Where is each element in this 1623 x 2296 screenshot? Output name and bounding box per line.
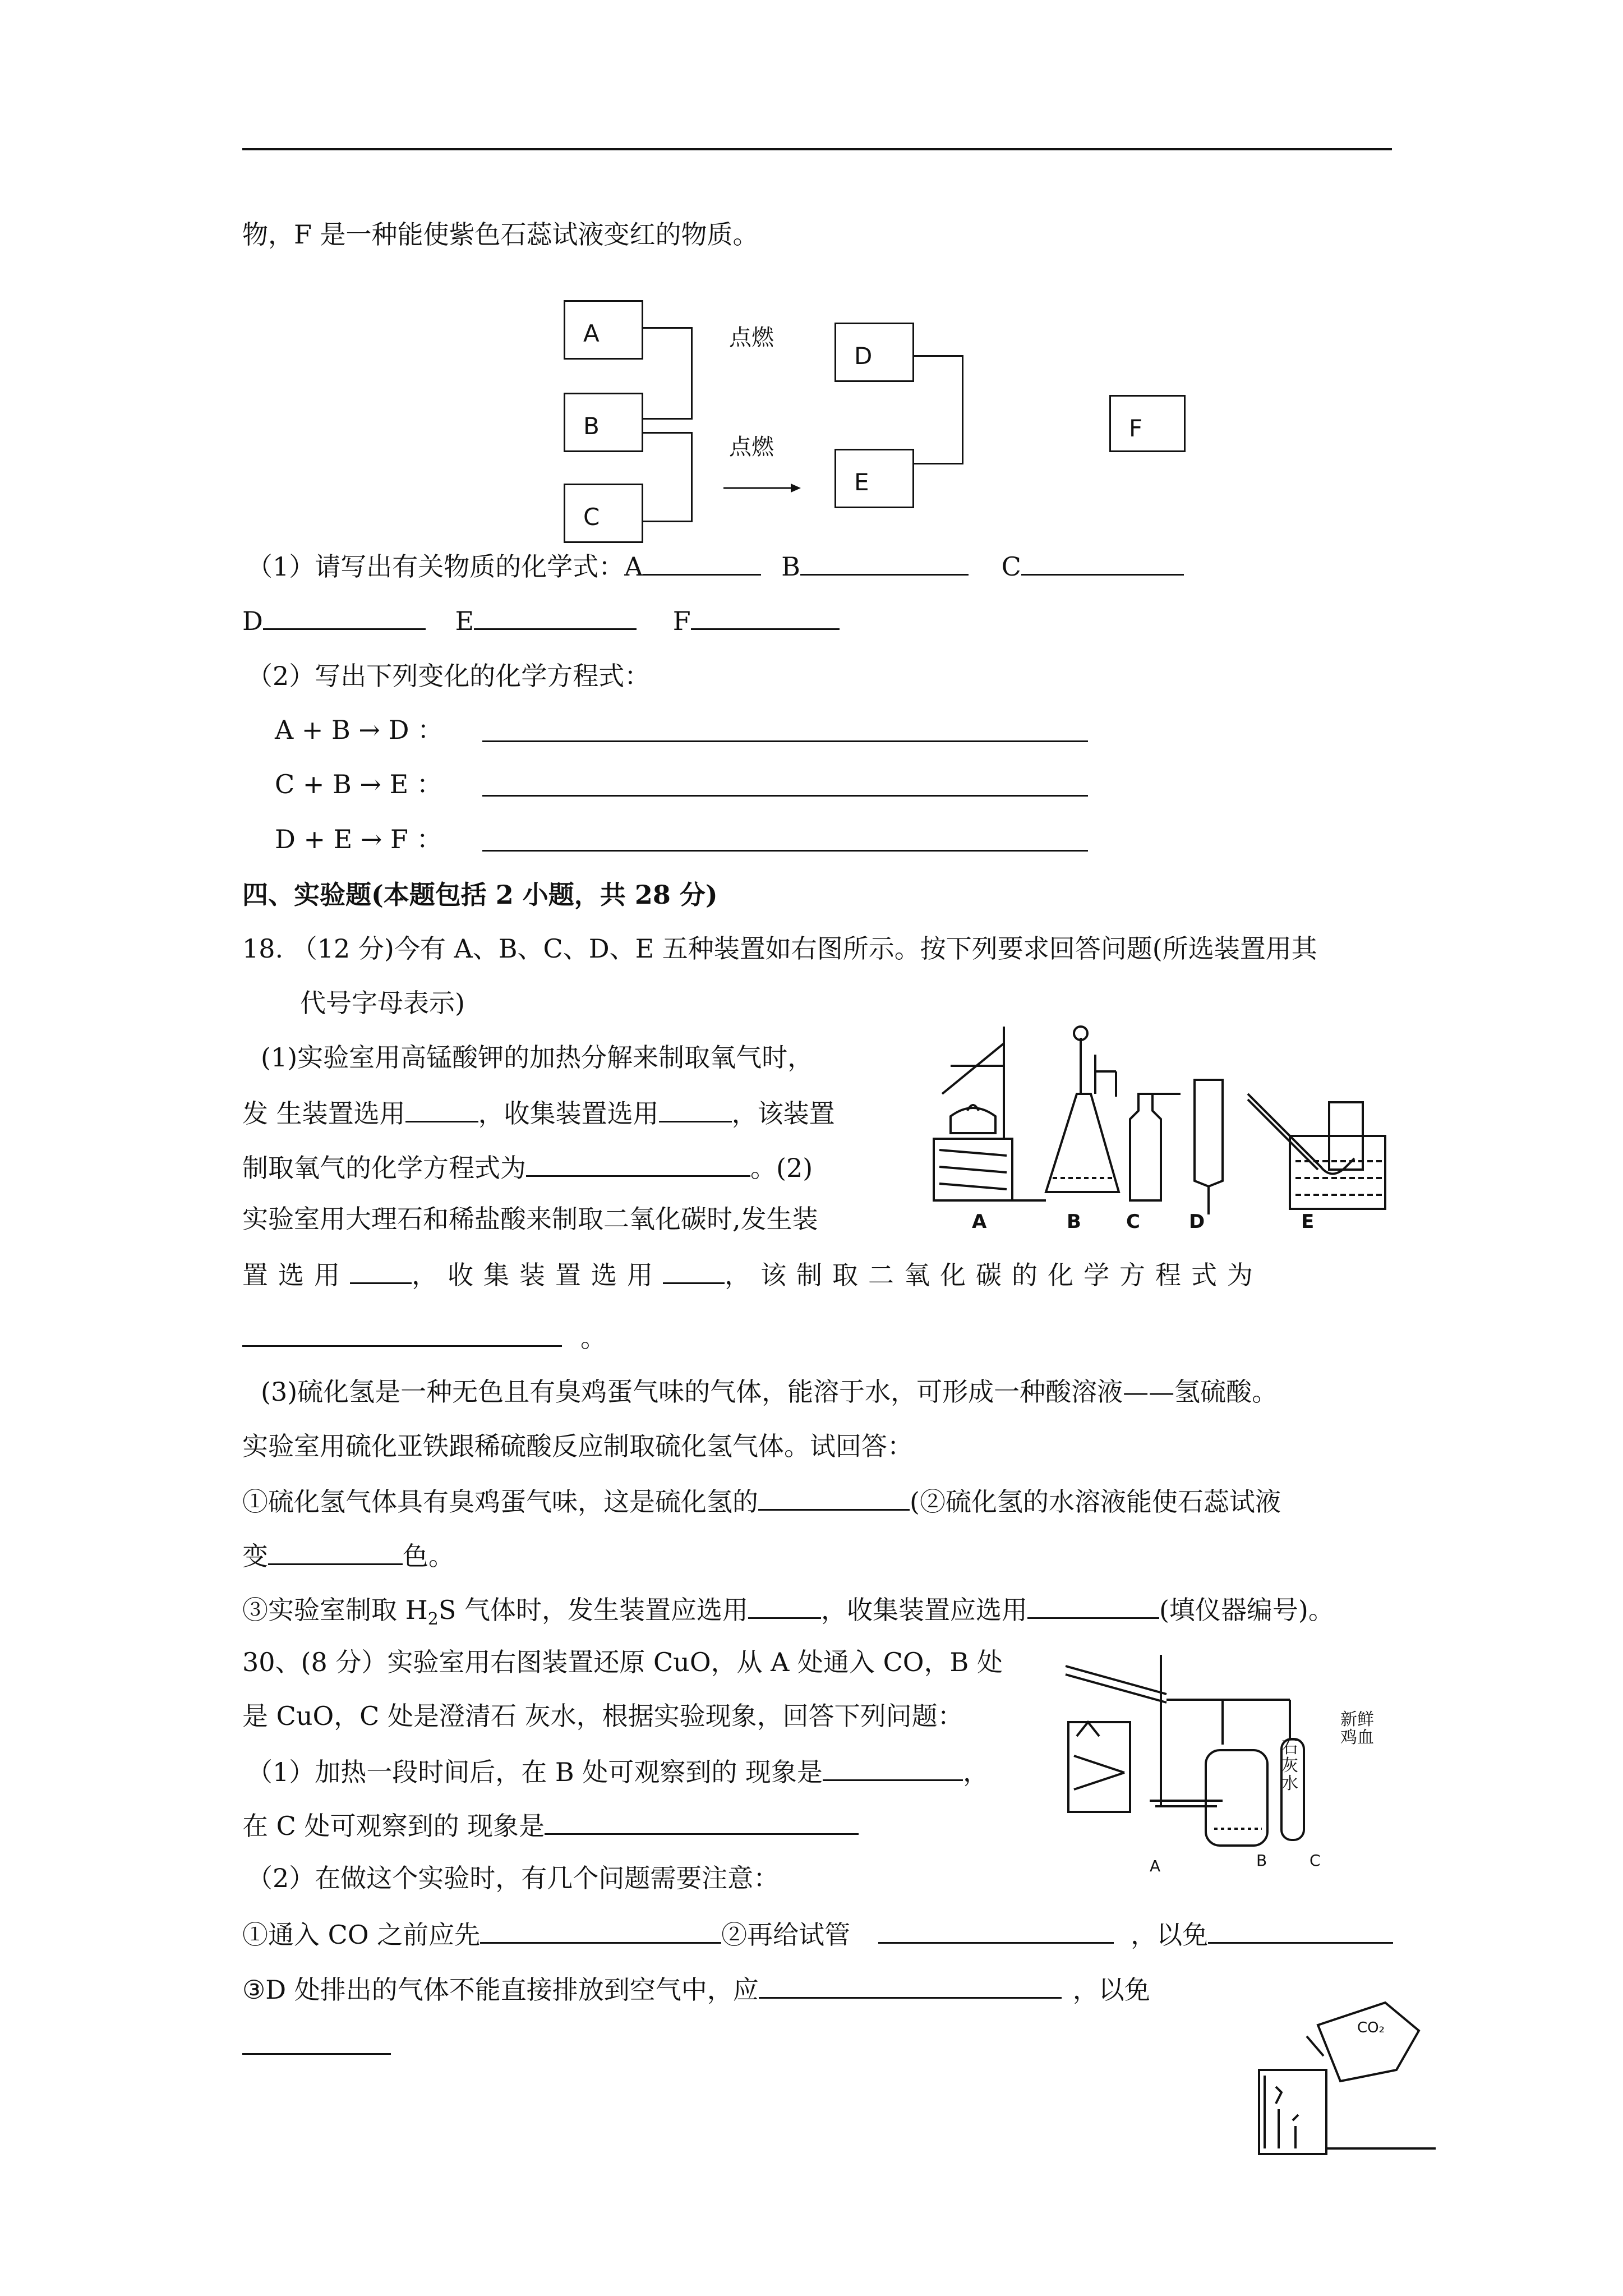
co2-label: CO₂ bbox=[1357, 2019, 1385, 2036]
answer-blank-a[interactable] bbox=[643, 551, 761, 576]
q30-line3: （1）加热一段时间后，在 B 处可观察到的 现象是 ， bbox=[247, 1757, 989, 1787]
connector-line bbox=[642, 432, 692, 434]
answer-blank[interactable] bbox=[545, 1811, 859, 1835]
q18-head-2: 代号字母表示) bbox=[300, 988, 465, 1018]
equation-2: C + B → E ： bbox=[275, 769, 442, 799]
intro-line: 物，F 是一种能使紫色石蕊试液变红的物质。 bbox=[242, 219, 759, 250]
bottle-label: 水 bbox=[1281, 1774, 1298, 1793]
box-e: E bbox=[834, 449, 914, 508]
q18-p3-line1: (3)硫化氢是一种无色且有臭鸡蛋气味的气体，能溶于水，可形成一种酸溶液——氢硫酸。 bbox=[261, 1377, 1278, 1407]
equation-3-blank[interactable] bbox=[482, 850, 1088, 852]
equation-1-blank[interactable] bbox=[482, 740, 1088, 742]
q18-p2-line2: 置选用 ，收集装置选用 ，该制取二氧化碳的化学方程式为 bbox=[242, 1260, 1263, 1290]
answer-blank[interactable] bbox=[659, 1098, 732, 1122]
apparatus-label: B bbox=[1256, 1851, 1267, 1870]
connector-line bbox=[691, 432, 693, 522]
tube-label: 新鲜 bbox=[1340, 1710, 1374, 1729]
q30-line4: 在 C 处可观察到的 现象是 bbox=[242, 1811, 859, 1839]
answer-blank[interactable] bbox=[268, 1541, 403, 1565]
equation-3: D + E → F ： bbox=[275, 824, 442, 854]
bottle-label: 灰 bbox=[1281, 1756, 1298, 1775]
bottle-label: 石 bbox=[1281, 1738, 1298, 1757]
box-a: A bbox=[564, 300, 643, 360]
connector-line bbox=[912, 355, 963, 357]
header-rule bbox=[242, 148, 1392, 150]
q18-head: 18. （12 分)今有 A、B、C、D、E 五种装置如右图所示。按下列要求回答问题(所选装置用其 bbox=[242, 933, 1317, 964]
answer-blank[interactable] bbox=[823, 1757, 963, 1781]
q18-p2-line1: 实验室用大理石和稀盐酸来制取二氧化碳时,发生装 bbox=[242, 1204, 818, 1234]
apparatus-label: D bbox=[1189, 1211, 1205, 1233]
apparatus-label: C bbox=[1310, 1851, 1321, 1870]
answer-blank-f[interactable] bbox=[691, 606, 840, 630]
box-b: B bbox=[564, 393, 643, 452]
q18-sub-3: ③实验室制取 $H_2S$ 气体时，发生装置应选用 ，收集装置应选用 (填仪器编号)。 bbox=[242, 1595, 1334, 1630]
q2-prompt: （2）写出下列变化的化学方程式： bbox=[247, 661, 651, 691]
q30-line2: 是 CuO，C 处是澄清石 灰水，根据实验现象，回答下列问题： bbox=[242, 1701, 963, 1731]
answer-blank[interactable] bbox=[758, 1487, 910, 1511]
answer-blank[interactable] bbox=[663, 1260, 725, 1284]
answer-blank[interactable] bbox=[242, 2053, 391, 2055]
answer-blank[interactable] bbox=[242, 1345, 562, 1347]
answer-blank[interactable] bbox=[748, 1595, 821, 1619]
connector-line bbox=[691, 327, 693, 420]
q18-p1-line3: 制取氧气的化学方程式为 。(2) bbox=[242, 1153, 813, 1183]
q18-p1-line1: (1)实验室用高锰酸钾的加热分解来制取氧气时， bbox=[261, 1042, 814, 1073]
answer-blank[interactable] bbox=[350, 1260, 412, 1284]
q18-sub-1: ①硫化氢气体具有臭鸡蛋气味，这是硫化氢的 (②硫化氢的水溶液能使石蕊试液 bbox=[242, 1487, 1281, 1517]
apparatus-label: A bbox=[1150, 1857, 1161, 1875]
q30-line1: 30、(8 分）实验室用右图装置还原 CuO，从 A 处通入 CO，B 处 bbox=[242, 1647, 1003, 1677]
answer-blank-c[interactable] bbox=[1021, 551, 1184, 576]
q18-p1-line2: 发 生装置选用 ，收集装置选用 ，该装置 bbox=[242, 1098, 835, 1129]
q18-p3-line2: 实验室用硫化亚铁跟稀硫酸反应制取硫化氢气体。试回答： bbox=[242, 1431, 913, 1461]
arrow-icon bbox=[723, 481, 802, 495]
co2-pouring-figure bbox=[1251, 1997, 1453, 2160]
equation-2-blank[interactable] bbox=[482, 795, 1088, 797]
apparatus-label: B bbox=[1067, 1211, 1081, 1233]
answer-blank[interactable] bbox=[405, 1098, 478, 1122]
label-ignite-bottom: 点燃 bbox=[729, 434, 774, 460]
apparatus-figure-ae bbox=[928, 1021, 1394, 1234]
box-f: F bbox=[1109, 395, 1186, 452]
answer-blank[interactable] bbox=[526, 1153, 750, 1177]
answer-blank[interactable] bbox=[878, 1920, 1114, 1944]
box-d: D bbox=[834, 323, 914, 382]
answer-blank[interactable] bbox=[1027, 1595, 1159, 1619]
answer-blank-d[interactable] bbox=[263, 606, 426, 630]
box-c: C bbox=[564, 484, 643, 543]
apparatus-label: E bbox=[1301, 1211, 1315, 1233]
q30-line7: ③D 处排出的气体不能直接排放到空气中，应 ，以免 bbox=[242, 1975, 1150, 2005]
answer-blank-b[interactable] bbox=[800, 551, 969, 576]
equation-1: A + B → D ： bbox=[275, 715, 444, 745]
q30-line5: （2）在做这个实验时，有几个问题需要注意： bbox=[247, 1863, 780, 1893]
apparatus-figure-co bbox=[1054, 1644, 1391, 1857]
q1-line-1: （1）请写出有关物质的化学式：A B C bbox=[247, 551, 1184, 579]
apparatus-label: A bbox=[972, 1211, 987, 1233]
connector-line bbox=[912, 463, 963, 464]
q18-p2-line3: 。 bbox=[580, 1323, 606, 1353]
answer-blank[interactable] bbox=[759, 1975, 1062, 1999]
connector-line bbox=[962, 355, 963, 464]
section-title: 四、实验题(本题包括 2 小题，共 28 分) bbox=[242, 880, 718, 910]
answer-blank-e[interactable] bbox=[474, 606, 637, 630]
connector-line bbox=[642, 327, 692, 329]
answer-blank[interactable] bbox=[1208, 1920, 1393, 1944]
connector-line bbox=[642, 418, 692, 420]
label-ignite-top: 点燃 bbox=[729, 325, 774, 351]
apparatus-label: C bbox=[1126, 1211, 1140, 1233]
connector-line bbox=[642, 521, 692, 522]
q1-line-2: D E F bbox=[242, 606, 840, 634]
answer-blank[interactable] bbox=[480, 1920, 721, 1944]
tube-label: 鸡血 bbox=[1340, 1728, 1374, 1747]
q18-sub-2: 变 色。 bbox=[242, 1541, 454, 1571]
q30-line6: ①通入 CO 之前应先 ②再给试管 ，以免 bbox=[242, 1920, 1393, 1948]
